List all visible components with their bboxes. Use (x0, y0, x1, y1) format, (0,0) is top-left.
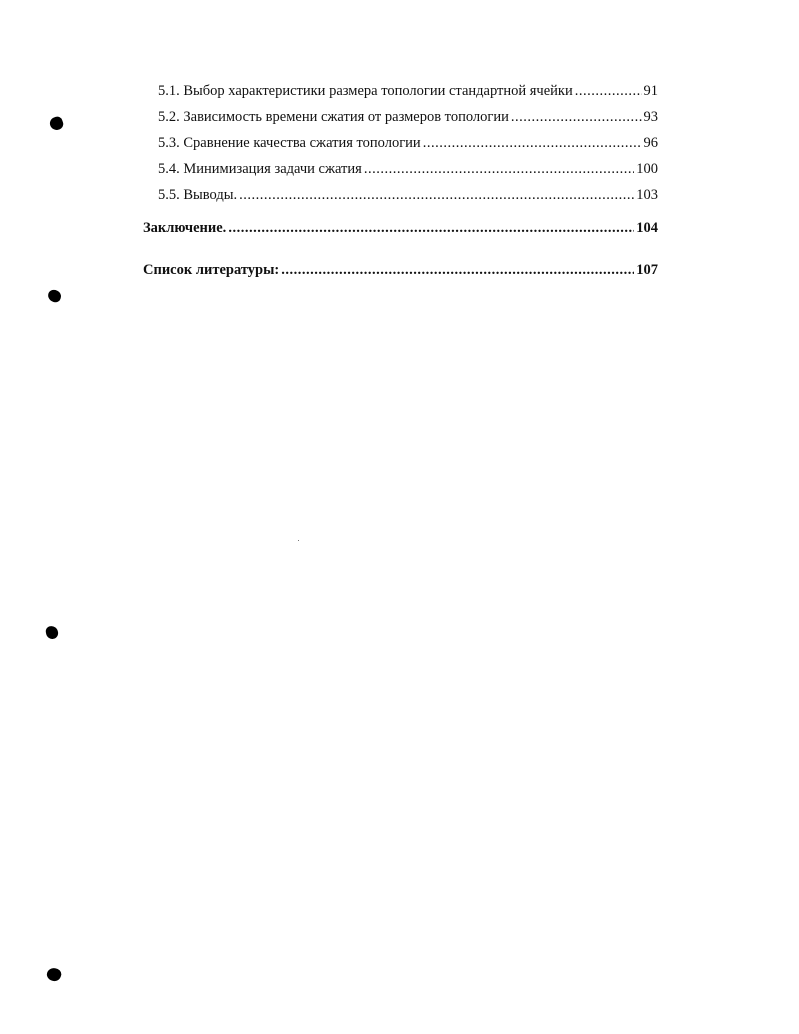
toc-dot-leader (281, 261, 634, 279)
toc-dot-leader (228, 219, 634, 237)
toc-entry-page-number: 107 (636, 262, 658, 278)
toc-dot-leader (423, 134, 642, 152)
toc-entry-references[interactable] (143, 261, 658, 279)
toc-entry-5-4[interactable] (158, 160, 658, 178)
toc-entry-conclusion[interactable] (143, 219, 658, 237)
toc-entry-page-number: 100 (636, 161, 658, 177)
toc-entry-5-3[interactable] (158, 134, 658, 152)
toc-dot-leader (239, 186, 634, 204)
toc-dot-leader (511, 108, 642, 126)
toc-entry-page-number: 93 (643, 109, 658, 125)
toc-entry-page-number: 96 (643, 135, 658, 151)
toc-entry-5-5[interactable] (158, 186, 658, 204)
toc-entry-page-number: 103 (636, 187, 658, 203)
scan-speck (298, 540, 299, 541)
toc-entry-title: 5.3. Сравнение качества сжатия топологии (158, 135, 421, 151)
toc-dot-leader (575, 82, 642, 100)
toc-entry-5-1[interactable] (158, 82, 658, 100)
toc-entry-page-number: 91 (643, 83, 658, 99)
toc-entry-title: 5.4. Минимизация задачи сжатия (158, 161, 362, 177)
toc-entry-title: 5.5. Выводы. (158, 187, 238, 203)
toc-entry-title: Список литературы: (143, 262, 280, 278)
toc-entry-title: 5.1. Выбор характеристики размера топологии стандартной ячейки (158, 83, 573, 99)
toc-entry-title: 5.2. Зависимость времени сжатия от размеров топологии (158, 109, 509, 125)
toc-entry-5-2[interactable] (158, 108, 658, 126)
toc-entry-title: Заключение. (143, 220, 227, 236)
toc-entry-page-number: 104 (636, 220, 658, 236)
toc-dot-leader (364, 160, 634, 178)
